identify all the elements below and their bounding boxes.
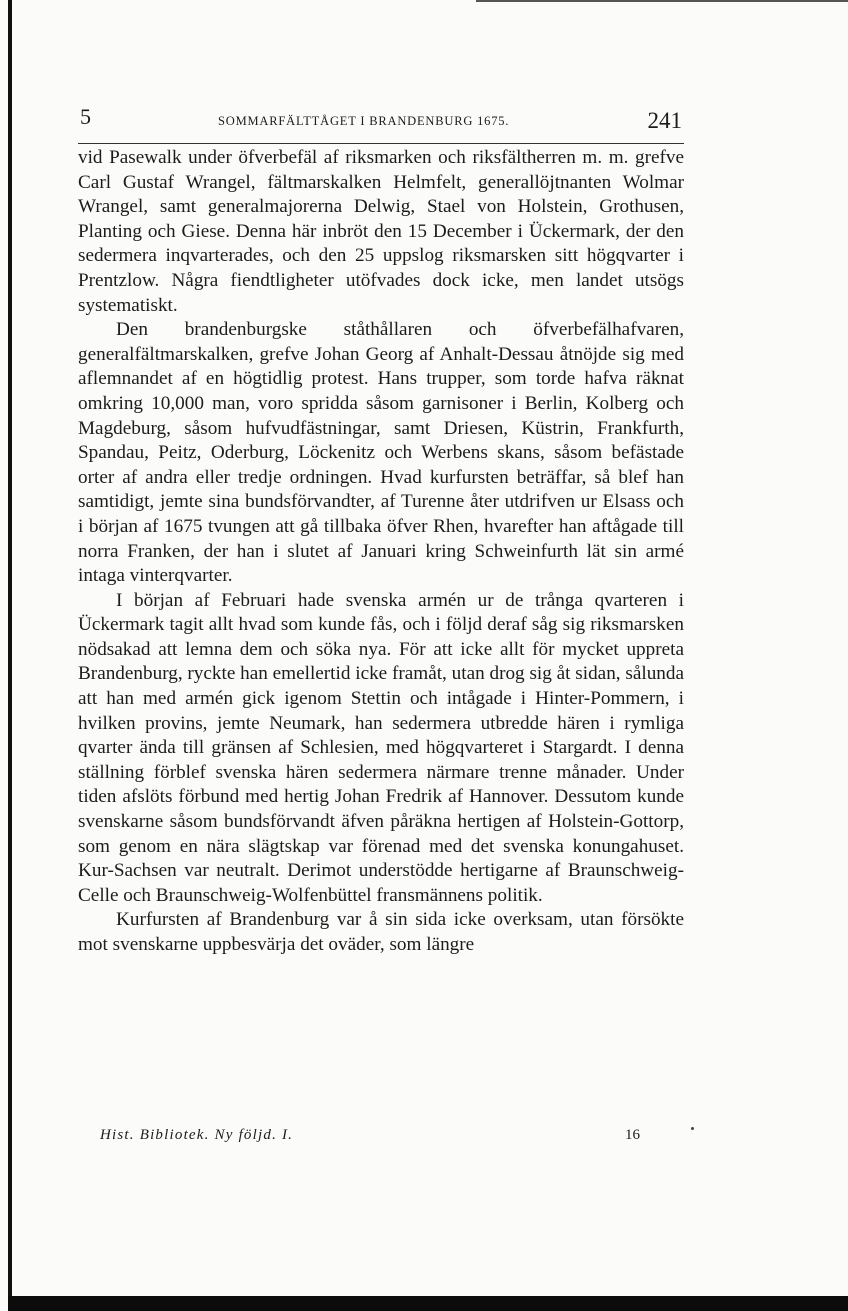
scan-edge-top [476, 0, 848, 2]
page-header [78, 100, 684, 140]
page-footer [100, 1127, 640, 1153]
ink-speck [691, 1127, 694, 1130]
body-text [78, 146, 684, 958]
signature-mark: 5 [80, 104, 91, 129]
page-number: 241 [647, 108, 682, 133]
paragraph-3: I början af Februari hade svenska armén ur de trånga qvarteren i Ückermark tagit allt hvad som kunde fås, och i följd deraf såg sig riksmarsken nödsakad att lemna dem och söka nya. För att icke allt för mycket uppreta Brandenburg, ryckte han emellertid icke framåt, utan drog sig åt sidan, sålunda att han med armén gick igenom Stettin och intågade i Hinter-Pommern, i hvilken provins, jemte Neumark, han sedermera utbredde hären i rymliga qvarter ända till gränsen af Schlesien, med högqvarteret i Stargardt. I denna ställning förblef svenska hären sedermera närmare trenne månader. Under tiden afslöts förbund med hertig Johan Fredrik af Hannover. Dessutom kunde svenskarne såsom bundsförvandt äfven påräkna hertigen af Holstein-Gottorp, som genom en nära slägtskap var förenad med det svenska konungahuset. Kur-Sachsen var neutralt. Derimot understödde hertigarne af Braunschweig-Celle och Braunschweig-Wolfenbüttel fransmännens politik. [78, 589, 684, 906]
paragraph-1: vid Pasewalk under öfverbefäl af riksmarken och riksfältherren m. m. grefve Carl Gustaf Wrangel, fältmarskalken Helmfelt, generallöjtnanten Wolmar Wrangel, samt generalmajorerna Delwig, Stael von Holstein, Grothusen, Planting och Giese. Denna här inbröt den 15 December i Ückermark, der den sedermera inqvarterades, och den 25 uppslog riksmarsken sitt högqvarter i Prentzlow. Några fiendtligheter utöfvades dock icke, men landet utsögs systematiskt. [78, 147, 684, 316]
paragraph-4: Kurfursten af Brandenburg var å sin sida icke overksam, utan försökte mot svenskarne uppbesvärja det oväder, som längre [78, 909, 684, 955]
paragraph-2: Den brandenburgske ståthållaren och öfverbefälhafvaren, generalfältmarskalken, grefve Johan Georg af Anhalt-Dessau åtnöjde sig med aflemnandet af en högtidlig protest. Hans trupper, som torde hafva räknat omkring 10,000 man, voro spridda såsom garnisoner i Berlin, Kolberg och Magdeburg, såsom hufvudfästningar, samt Driesen, Küstrin, Frankfurth, Spandau, Peitz, Oderburg, Löckenitz och Werbens skans, såsom befästade orter af andra eller tredje ordningen. Hvad kurfursten beträffar, så blef han samtidigt, jemte sina bundsförvandter, af Turenne åter utdrifven ur Elsass och i början af 1675 tvungen att gå tillbaka öfver Rhen, hvarefter han aftågade till norra Franken, der han i slutet af Januari kring Schweinfurth lät sin armé intaga vinterqvarter. [78, 319, 684, 587]
sheet-number: 16 [625, 1127, 640, 1143]
running-title: SOMMARFÄLTTÅGET I BRANDENBURG 1675. [218, 114, 510, 128]
scan-edge-bottom [8, 1296, 848, 1311]
header-rule [78, 143, 684, 144]
scan-edge-left [8, 0, 12, 1311]
footer-source: Hist. Bibliotek. Ny följd. I. [100, 1127, 294, 1143]
